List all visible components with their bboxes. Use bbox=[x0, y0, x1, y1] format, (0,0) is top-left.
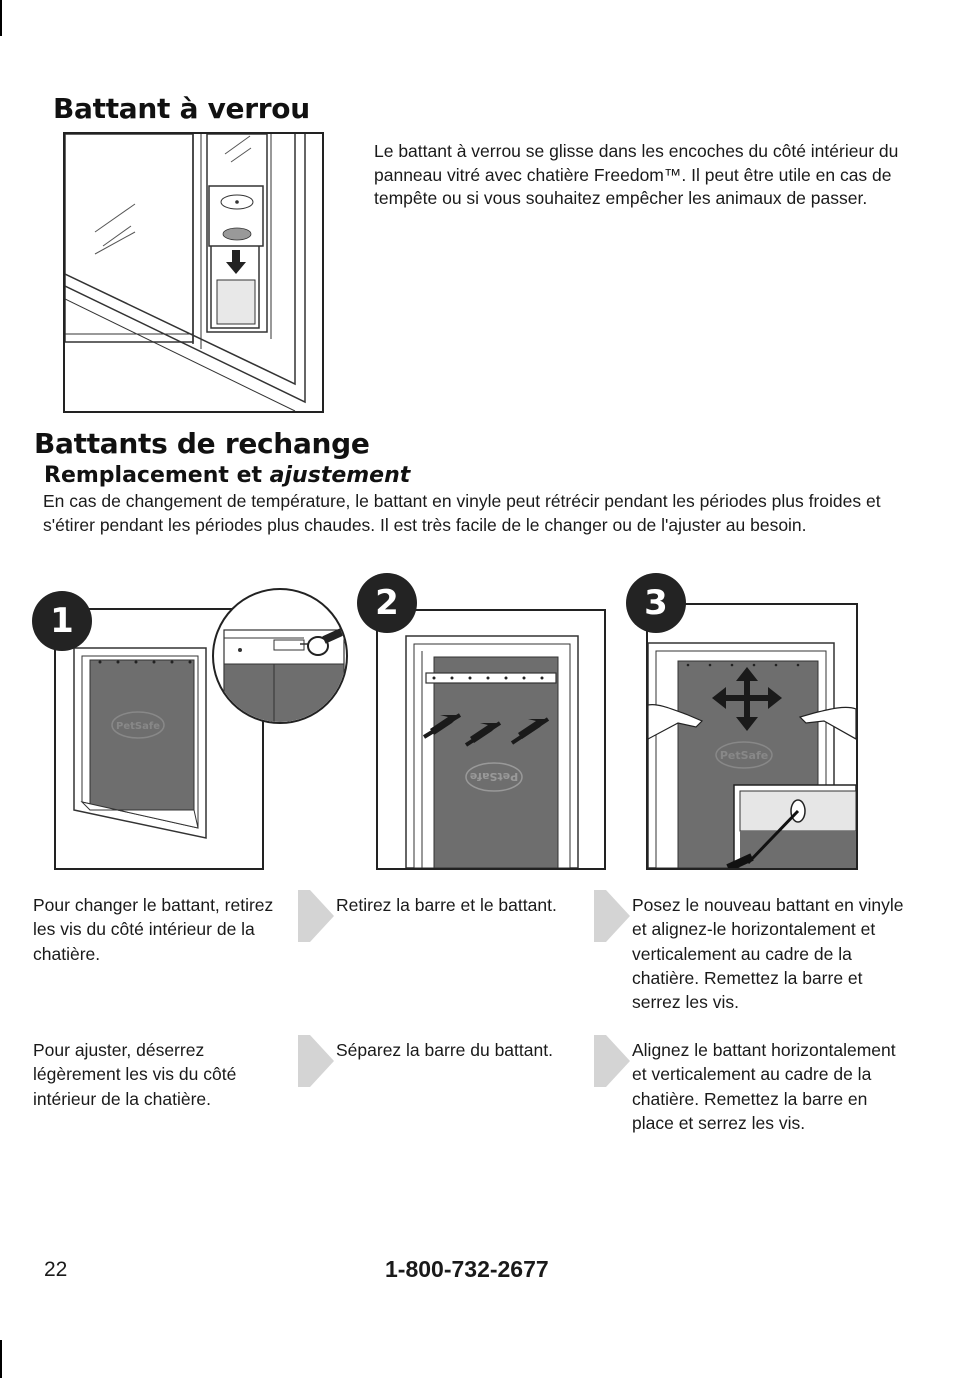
crop-mark-bottom bbox=[0, 1340, 2, 1378]
section-title-lock-flap: Battant à verrou bbox=[53, 92, 310, 125]
step-3-illustration bbox=[646, 603, 858, 870]
change-arrow-2-icon bbox=[594, 890, 630, 942]
replacement-intro: En cas de changement de température, le battant en vinyle peut rétrécir pendant les périodes plus froides et s'étirer pendant les périodes plus chaudes. Il est très facile de le changer ou de l'ajuster au besoin. bbox=[43, 491, 881, 535]
step-3-badge: 3 bbox=[626, 573, 686, 633]
adjust-arrow-1-icon bbox=[298, 1035, 334, 1087]
step-1-zoom-circle bbox=[212, 588, 348, 724]
crop-mark-top bbox=[0, 0, 2, 36]
adjust-step-1-text: Pour ajuster, déserrez légèrement les vis du côté intérieur de la chatière. bbox=[33, 1040, 237, 1109]
step-2-badge: 2 bbox=[357, 573, 417, 633]
step-3-logo: PetSafe bbox=[719, 749, 769, 762]
change-arrow-1-icon bbox=[298, 890, 334, 942]
lock-flap-description: Le battant à verrou se glisse dans les encoches du côté intérieur du panneau vitré avec chatière Freedom™. Il peut être utile en cas de tempête ou si vous souhaitez empêcher les animaux de passer. bbox=[374, 141, 899, 208]
adjust-arrow-2-icon bbox=[594, 1035, 630, 1087]
page-number: 22 bbox=[44, 1258, 68, 1281]
subtitle-regular: Remplacement et bbox=[44, 463, 270, 488]
step-2-logo: PetSafe bbox=[469, 770, 519, 783]
step-2-illustration bbox=[376, 609, 606, 870]
section-subtitle bbox=[44, 463, 410, 488]
step-1-logo: PetSafe bbox=[116, 721, 160, 732]
step-1-badge: 1 bbox=[32, 591, 92, 651]
change-step-2-text: Retirez la barre et le battant. bbox=[336, 895, 557, 915]
window-door-drawing bbox=[65, 134, 322, 411]
section-title-replacement-flaps: Battants de rechange bbox=[34, 427, 370, 460]
change-step-1-text: Pour changer le battant, retirez les vis du côté intérieur de la chatière. bbox=[33, 895, 274, 964]
phone-number: 1-800-732-2677 bbox=[385, 1256, 549, 1282]
subtitle-italic: ajustement bbox=[269, 463, 411, 488]
adjust-step-2-text: Séparez la barre du battant. bbox=[336, 1040, 553, 1060]
adjust-step-3-text: Alignez le battant horizontalement et verticalement au cadre de la chatière. Remettez la barre en place et serrez les vis. bbox=[632, 1040, 896, 1133]
lock-flap-illustration bbox=[63, 132, 324, 413]
change-step-3-text: Posez le nouveau battant en vinyle et alignez-le horizontalement et verticalement au cadre de la chatière. Remettez la barre et serrez les vis. bbox=[632, 895, 904, 1013]
